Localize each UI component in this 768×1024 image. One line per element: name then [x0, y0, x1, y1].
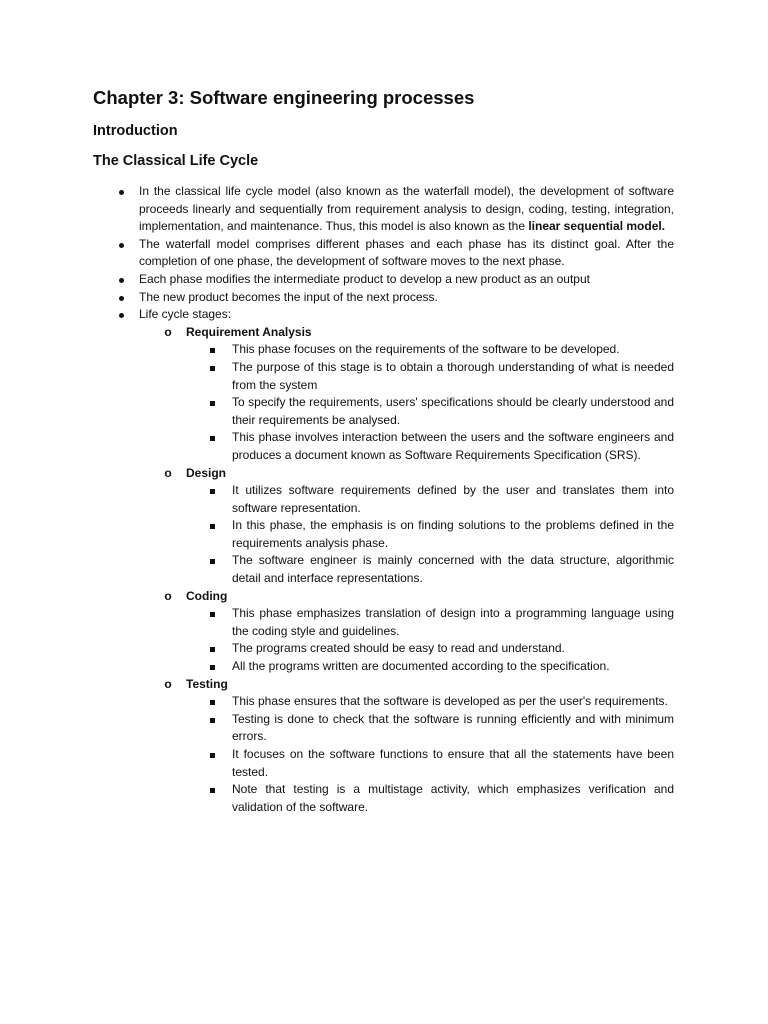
bullet-text: The waterfall model comprises different phases and each phase has its distinct goal. After the completion of one phase, the development of software moves to the next phase.: [139, 236, 674, 269]
stage-item: [232, 781, 674, 816]
stage-heading: [164, 465, 674, 483]
stage-item: [232, 482, 674, 517]
stage-item: [232, 658, 674, 676]
stage-item-text: The purpose of this stage is to obtain a thorough understanding of what is needed from the system: [232, 359, 674, 392]
stage-item: [232, 640, 674, 658]
bullet-dot-icon: [116, 183, 126, 201]
bullet-text: The new product becomes the input of the next process.: [139, 289, 438, 304]
stage-name: Requirement Analysis: [186, 324, 312, 339]
stage-item-text: This phase emphasizes translation of design into a programming language using the coding style and guidelines.: [232, 606, 674, 638]
bullet-item: [139, 271, 674, 289]
stage-item: [232, 429, 674, 464]
square-bullet-icon: [210, 348, 215, 353]
stage-item-text: It utilizes software requirements defined by the user and translates them into software representation.: [232, 483, 674, 515]
content-body: [0, 183, 768, 816]
bullet-bold-text: linear sequential model.: [528, 219, 666, 234]
bullet-item: [139, 183, 674, 236]
stage-item: [232, 517, 674, 552]
stage-name: Coding: [186, 588, 228, 603]
square-bullet-icon: [210, 718, 215, 723]
square-bullet-icon: [210, 647, 215, 652]
bullet-item: [139, 306, 674, 324]
stage-item: [232, 341, 674, 359]
bullet-dot-icon: [116, 306, 126, 324]
stage-item: [232, 552, 674, 587]
stage-item-text: It focuses on the software functions to ensure that all the statements have been tested.: [232, 747, 674, 779]
square-bullet-icon: [210, 524, 215, 529]
stage-name: Testing: [186, 676, 228, 691]
stage-item-text: In this phase, the emphasis is on finding solutions to the problems defined in the requirements analysis phase.: [232, 518, 674, 550]
circle-bullet-icon: o: [164, 588, 172, 603]
stage-item-text: To specify the requirements, users' specifications should be clearly understood and their requirements be analysed.: [232, 395, 674, 427]
stage-item-text: Note that testing is a multistage activity, which emphasizes verification and validation of the software.: [232, 782, 674, 814]
square-bullet-icon: [210, 489, 215, 494]
circle-bullet-icon: o: [164, 465, 172, 480]
stage-heading: [164, 588, 674, 606]
stage-heading: [164, 324, 674, 342]
stage-item-text: The programs created should be easy to read and understand.: [232, 641, 565, 656]
square-bullet-icon: [210, 700, 215, 705]
stage-heading: [164, 676, 674, 694]
stage-item-text: This phase focuses on the requirements of the software to be developed.: [232, 342, 620, 357]
stage-item: [232, 359, 674, 394]
square-bullet-icon: [210, 436, 215, 441]
bullet-item: [139, 289, 674, 307]
stage-item: [232, 394, 674, 429]
square-bullet-icon: [210, 401, 215, 406]
square-bullet-icon: [210, 612, 215, 617]
stage-item-text: This phase involves interaction between the users and the software engineers and produces a document known as Software Requirements Specification (SRS).: [232, 430, 674, 462]
square-bullet-icon: [210, 753, 215, 758]
stage-name: Design: [186, 465, 227, 480]
square-bullet-icon: [210, 366, 215, 371]
stage-item-text: All the programs written are documented according to the specification.: [232, 659, 610, 674]
bullet-text: In the classical life cycle model (also known as the waterfall model), the development of software proceeds linearly and sequentially from requirement analysis to design, coding, testing, integration, implementation, and maintenance. Thus, this model is also known as the: [139, 184, 674, 234]
stage-item: [232, 605, 674, 640]
stage-item-text: This phase ensures that the software is developed as per the user's requirements.: [232, 694, 668, 709]
introduction-heading: Introduction: [93, 123, 178, 139]
bullet-text: Life cycle stages:: [139, 307, 232, 322]
section-heading: The Classical Life Cycle: [93, 153, 259, 169]
circle-bullet-icon: o: [164, 676, 172, 691]
stage-item-text: Testing is done to check that the software is running efficiently and with minimum errors.: [232, 711, 674, 744]
chapter-title: Chapter 3: Software engineering processes: [93, 87, 475, 108]
bullet-dot-icon: [116, 236, 126, 254]
stage-item: [232, 693, 674, 711]
bullet-dot-icon: [116, 289, 126, 307]
square-bullet-icon: [210, 559, 215, 564]
stage-item: [232, 711, 674, 746]
circle-bullet-icon: o: [164, 324, 172, 339]
stage-item-text: The software engineer is mainly concerned with the data structure, algorithmic detail and interface representations.: [232, 553, 674, 586]
bullet-text: Each phase modifies the intermediate product to develop a new product as an output: [139, 271, 590, 286]
square-bullet-icon: [210, 788, 215, 793]
square-bullet-icon: [210, 665, 215, 670]
stage-item: [232, 746, 674, 781]
bullet-item: [139, 236, 674, 271]
bullet-dot-icon: [116, 271, 126, 289]
